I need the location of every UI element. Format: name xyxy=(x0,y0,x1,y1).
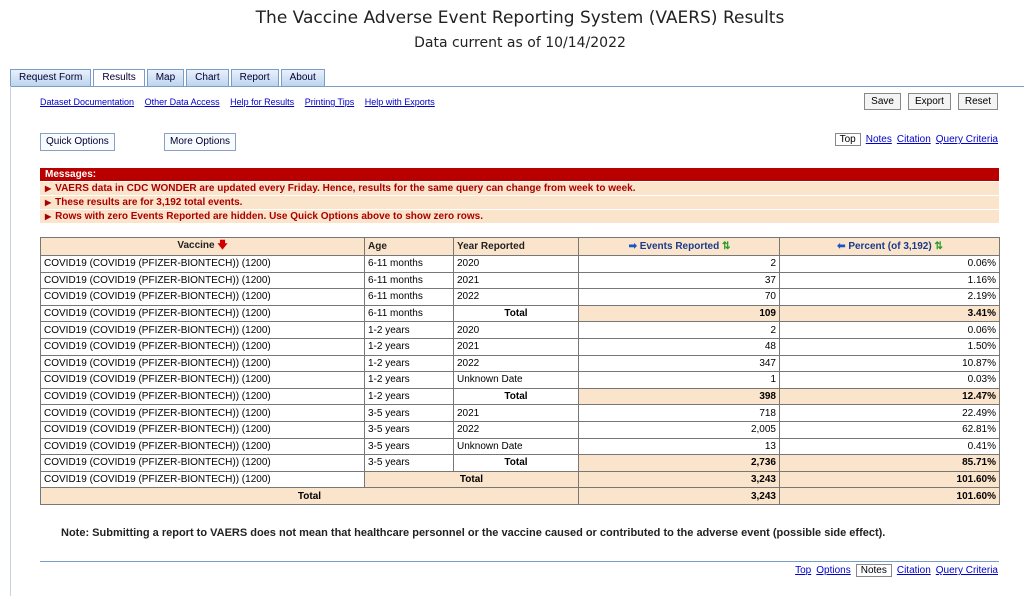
cell-age: 1-2 years xyxy=(365,355,454,372)
cell-grand-total-label: Total xyxy=(41,488,579,505)
cell-age: 1-2 years xyxy=(365,372,454,389)
cell-age: 6-11 months xyxy=(365,272,454,289)
table-row xyxy=(41,272,1000,289)
cell-vaccine: COVID19 (COVID19 (PFIZER-BIONTECH)) (1200) xyxy=(41,355,365,372)
tab-about[interactable]: About xyxy=(281,69,325,86)
cell-year: 2021 xyxy=(454,272,579,289)
export-button[interactable]: Export xyxy=(908,93,951,110)
message-item xyxy=(40,210,999,223)
bullet-icon: ▶ xyxy=(45,184,52,193)
cell-age: 3-5 years xyxy=(365,455,454,472)
cell-age: 6-11 months xyxy=(365,305,454,322)
save-button[interactable]: Save xyxy=(864,93,901,110)
cell-year: Total xyxy=(454,455,579,472)
cell-vaccine: COVID19 (COVID19 (PFIZER-BIONTECH)) (1200) xyxy=(41,289,365,306)
header-events-label: Events Reported xyxy=(639,241,720,252)
cell-percent: 12.47% xyxy=(780,388,1000,405)
tab-map[interactable]: Map xyxy=(147,69,184,86)
cell-vaccine: COVID19 (COVID19 (PFIZER-BIONTECH)) (1200) xyxy=(41,372,365,389)
cell-total-label: Total xyxy=(365,471,579,488)
cell-year: 2022 xyxy=(454,289,579,306)
cell-events: 2 xyxy=(579,322,780,339)
tab-divider xyxy=(10,86,1024,87)
link-printing-tips[interactable]: Printing Tips xyxy=(304,97,355,107)
cell-year: Unknown Date xyxy=(454,372,579,389)
bottom-nav-links xyxy=(795,564,998,577)
subtotal-row xyxy=(41,305,1000,322)
cell-vaccine: COVID19 (COVID19 (PFIZER-BIONTECH)) (1200) xyxy=(41,272,365,289)
cell-percent: 101.60% xyxy=(780,471,1000,488)
table-row xyxy=(41,438,1000,455)
cell-year: Total xyxy=(454,388,579,405)
table-row xyxy=(41,355,1000,372)
table-row xyxy=(41,289,1000,306)
cell-percent: 10.87% xyxy=(780,355,1000,372)
arrow-right-icon: ➡ xyxy=(628,241,637,252)
link-help-for-results[interactable]: Help for Results xyxy=(230,97,295,107)
cell-age: 6-11 months xyxy=(365,256,454,273)
cell-events: 37 xyxy=(579,272,780,289)
nav-notes-current[interactable]: Notes xyxy=(856,564,892,577)
tab-chart[interactable]: Chart xyxy=(186,69,228,86)
disclaimer-note: Note: Submitting a report to VAERS does not mean that healthcare personnel or the vaccine caused or contributed to the adverse event (possible side effect). xyxy=(61,527,886,539)
cell-percent: 0.03% xyxy=(780,372,1000,389)
cell-percent: 0.06% xyxy=(780,256,1000,273)
table-row xyxy=(41,372,1000,389)
cell-events: 48 xyxy=(579,338,780,355)
cell-events: 2,736 xyxy=(579,455,780,472)
cell-vaccine: COVID19 (COVID19 (PFIZER-BIONTECH)) (1200) xyxy=(41,305,365,322)
cell-percent: 2.19% xyxy=(780,289,1000,306)
grand-total-row xyxy=(41,488,1000,505)
cell-vaccine: COVID19 (COVID19 (PFIZER-BIONTECH)) (1200) xyxy=(41,322,365,339)
message-item xyxy=(40,196,999,209)
message-text: Rows with zero Events Reported are hidden. Use Quick Options above to show zero rows. xyxy=(55,211,484,222)
message-item xyxy=(40,182,999,195)
cell-age: 1-2 years xyxy=(365,388,454,405)
cell-events: 718 xyxy=(579,405,780,422)
table-header-row xyxy=(41,238,1000,256)
cell-percent: 1.16% xyxy=(780,272,1000,289)
cell-vaccine: COVID19 (COVID19 (PFIZER-BIONTECH)) (1200) xyxy=(41,256,365,273)
table-row xyxy=(41,405,1000,422)
top-nav-links xyxy=(835,133,998,146)
help-links xyxy=(40,97,443,107)
cell-percent: 0.41% xyxy=(780,438,1000,455)
cell-age: 1-2 years xyxy=(365,338,454,355)
arrow-left-icon: ⬅ xyxy=(837,241,846,252)
table-row xyxy=(41,322,1000,339)
sort-toggle-icon[interactable]: ⇅ xyxy=(934,241,942,252)
cell-events: 13 xyxy=(579,438,780,455)
cell-events: 2 xyxy=(579,256,780,273)
cell-events: 3,243 xyxy=(579,488,780,505)
cell-vaccine: COVID19 (COVID19 (PFIZER-BIONTECH)) (1200) xyxy=(41,421,365,438)
messages-header: Messages: xyxy=(40,168,999,181)
tab-report[interactable]: Report xyxy=(231,69,279,86)
link-help-with-exports[interactable]: Help with Exports xyxy=(364,97,435,107)
quick-options-button[interactable]: Quick Options xyxy=(40,133,115,151)
nav-citation-link[interactable]: Citation xyxy=(896,134,931,145)
cell-vaccine: COVID19 (COVID19 (PFIZER-BIONTECH)) (1200) xyxy=(41,471,365,488)
subtotal-row xyxy=(41,388,1000,405)
cell-year: Unknown Date xyxy=(454,438,579,455)
cell-vaccine: COVID19 (COVID19 (PFIZER-BIONTECH)) (1200) xyxy=(41,405,365,422)
bottom-divider xyxy=(40,561,999,562)
link-other-data-access[interactable]: Other Data Access xyxy=(144,97,220,107)
page-title: The Vaccine Adverse Event Reporting System (VAERS) Results xyxy=(255,8,785,28)
nav-top-link[interactable]: Top xyxy=(795,565,812,576)
panel-border xyxy=(10,86,11,596)
cell-year: 2022 xyxy=(454,355,579,372)
more-options-button[interactable]: More Options xyxy=(164,133,236,151)
cell-vaccine: COVID19 (COVID19 (PFIZER-BIONTECH)) (1200) xyxy=(41,438,365,455)
cell-events: 3,243 xyxy=(579,471,780,488)
header-events-reported[interactable] xyxy=(579,238,780,256)
nav-options-link[interactable]: Options xyxy=(816,565,851,576)
tab-request-form[interactable]: Request Form xyxy=(10,69,91,86)
cell-percent: 62.81% xyxy=(780,421,1000,438)
table-row xyxy=(41,256,1000,273)
tab-results[interactable]: Results xyxy=(93,69,144,87)
nav-query-criteria-link[interactable]: Query Criteria xyxy=(935,565,998,576)
cell-year: 2021 xyxy=(454,405,579,422)
cell-percent: 1.50% xyxy=(780,338,1000,355)
header-vaccine-label: Vaccine xyxy=(177,240,215,251)
cell-age: 3-5 years xyxy=(365,438,454,455)
cell-events: 347 xyxy=(579,355,780,372)
message-text: VAERS data in CDC WONDER are updated every Friday. Hence, results for the same query can change from week to week. xyxy=(55,183,636,194)
nav-citation-link[interactable]: Citation xyxy=(896,565,931,576)
cell-year: 2021 xyxy=(454,338,579,355)
cell-percent: 0.06% xyxy=(780,322,1000,339)
cell-year: 2022 xyxy=(454,421,579,438)
cell-vaccine: COVID19 (COVID19 (PFIZER-BIONTECH)) (1200) xyxy=(41,338,365,355)
nav-query-criteria-link[interactable]: Query Criteria xyxy=(935,134,998,145)
cell-events: 1 xyxy=(579,372,780,389)
vaccine-total-row xyxy=(41,471,1000,488)
bullet-icon: ▶ xyxy=(45,198,52,207)
table-row xyxy=(41,421,1000,438)
cell-events: 2,005 xyxy=(579,421,780,438)
cell-vaccine: COVID19 (COVID19 (PFIZER-BIONTECH)) (1200) xyxy=(41,388,365,405)
subtotal-row xyxy=(41,455,1000,472)
link-dataset-documentation[interactable]: Dataset Documentation xyxy=(40,97,135,107)
messages-box xyxy=(40,168,999,223)
header-vaccine[interactable] xyxy=(41,238,365,256)
cell-percent: 3.41% xyxy=(780,305,1000,322)
page-subtitle: Data current as of 10/14/2022 xyxy=(414,35,626,51)
nav-notes-link[interactable]: Notes xyxy=(865,134,892,145)
cell-age: 1-2 years xyxy=(365,322,454,339)
cell-percent: 22.49% xyxy=(780,405,1000,422)
nav-top-current[interactable]: Top xyxy=(835,133,861,146)
bullet-icon: ▶ xyxy=(45,212,52,221)
cell-vaccine: COVID19 (COVID19 (PFIZER-BIONTECH)) (1200) xyxy=(41,455,365,472)
header-age[interactable]: Age xyxy=(365,238,454,256)
cell-age: 6-11 months xyxy=(365,289,454,306)
cell-events: 109 xyxy=(579,305,780,322)
message-text: These results are for 3,192 total events. xyxy=(55,197,243,208)
sort-descending-icon[interactable]: 🡇 xyxy=(217,240,228,251)
sort-toggle-icon[interactable]: ⇅ xyxy=(722,241,730,252)
results-table xyxy=(40,237,1000,505)
tab-bar xyxy=(10,69,327,86)
header-percent[interactable] xyxy=(780,238,1000,256)
cell-percent: 85.71% xyxy=(780,455,1000,472)
cell-events: 70 xyxy=(579,289,780,306)
cell-age: 3-5 years xyxy=(365,405,454,422)
cell-percent: 101.60% xyxy=(780,488,1000,505)
action-buttons xyxy=(864,93,998,110)
header-percent-label: Percent (of 3,192) xyxy=(848,241,932,252)
cell-year: 2020 xyxy=(454,322,579,339)
reset-button[interactable]: Reset xyxy=(958,93,998,110)
cell-age: 3-5 years xyxy=(365,421,454,438)
cell-events: 398 xyxy=(579,388,780,405)
cell-year: Total xyxy=(454,305,579,322)
cell-year: 2020 xyxy=(454,256,579,273)
header-year-reported[interactable]: Year Reported xyxy=(454,238,579,256)
table-row xyxy=(41,338,1000,355)
